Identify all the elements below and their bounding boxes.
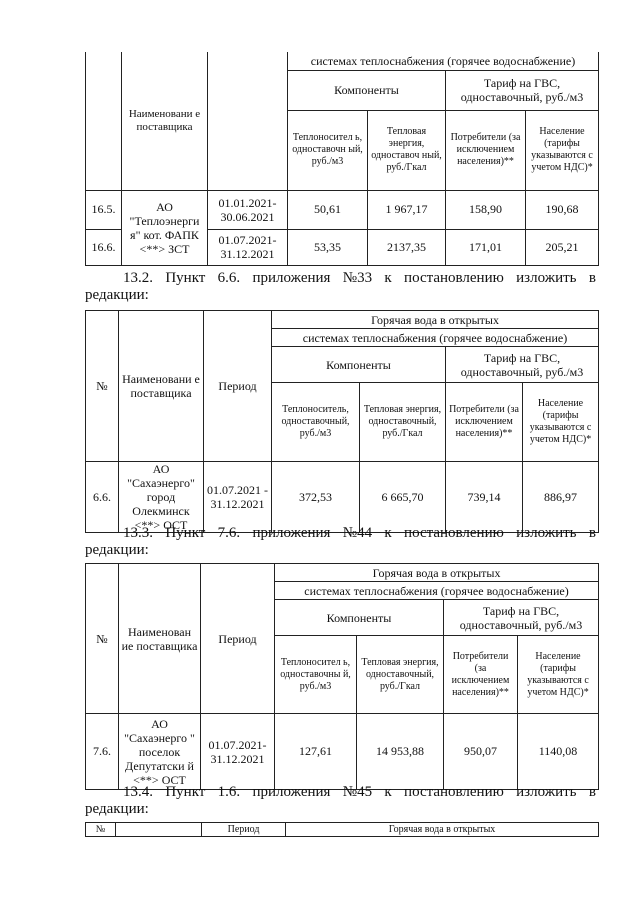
row-population: 205,21 (526, 229, 599, 265)
row-num: 6.6. (86, 462, 119, 533)
para-word: 6.6. (217, 270, 241, 286)
row-energy: 1 967,17 (368, 190, 446, 229)
para-word: изложить (516, 270, 577, 286)
supplier-header: Наименовани е поставщика (122, 52, 208, 190)
supplier-name: АО "Сахаэнерго " поселок Депутатски й <**> ОСТ (119, 714, 201, 790)
paragraph-line: редакции: (85, 287, 149, 303)
row-carrier: 372,53 (272, 462, 360, 533)
population-header: Население (тарифы указываются с учетом НДС)* (523, 383, 599, 462)
paragraph-13-2 (85, 270, 596, 304)
heat-energy-header: Тепловая энергия, одноставоч ный, руб./Гкал (368, 110, 446, 190)
heat-carrier-header: Теплоносител ь, одноставочны й, руб./м3 (275, 636, 357, 714)
period-header: Период (201, 564, 275, 714)
para-word: к (384, 784, 392, 800)
supplier-name: АО "Теплоэнерги я" кот. ФАПК <**> ЗСТ (122, 190, 208, 265)
para-word: №44 (342, 525, 373, 541)
consumers-header: Потребители (за исключением населения)** (444, 636, 518, 714)
row-period: 01.07.2021- 31.12.2021 (208, 229, 288, 265)
header-group: системах теплоснабжения (горячее водоснабжение) (288, 52, 599, 70)
para-word: постановлению (404, 270, 504, 286)
row-carrier: 50,61 (288, 190, 368, 229)
row-carrier: 53,35 (288, 229, 368, 265)
para-word: №33 (342, 270, 373, 286)
supplier-header: Наименован ие поставщика (119, 564, 201, 714)
num-header-cell (86, 52, 122, 190)
supplier-name: АО "Сахаэнерго" город Олекминск <**> ОСТ (119, 462, 204, 533)
para-word: 13.4. (123, 784, 153, 800)
para-word: изложить (516, 525, 577, 541)
para-word: 7.6. (217, 525, 241, 541)
top-title: Горячая вода в открытых (286, 823, 599, 837)
para-word: к (384, 270, 392, 286)
row-energy: 2137,35 (368, 229, 446, 265)
table-row (86, 190, 599, 229)
row-period: 01.07.2021- 31.12.2021 (201, 714, 275, 790)
para-word: приложения (252, 784, 331, 800)
consumers-header: Потребители (за исключением населения)** (446, 383, 523, 462)
heat-energy-header: Тепловая энергия, одноставочный, руб./Гкал (357, 636, 444, 714)
row-energy: 6 665,70 (360, 462, 446, 533)
row-consumers: 158,90 (446, 190, 526, 229)
para-word: Пункт (165, 784, 206, 800)
tariff-header: Тариф на ГВС, одноставочный, руб./м3 (446, 70, 599, 110)
row-consumers: 950,07 (444, 714, 518, 790)
para-word: в (588, 270, 596, 286)
population-header: Население (тарифы указываются с учетом НДС)* (518, 636, 599, 714)
row-population: 190,68 (526, 190, 599, 229)
row-period: 01.07.2021 - 31.12.2021 (204, 462, 272, 533)
para-word: 13.3. (123, 525, 153, 541)
paragraph-13-4 (85, 784, 596, 818)
consumers-header: Потребители (за исключением населения)** (446, 110, 526, 190)
para-word: постановлению (404, 784, 504, 800)
population-header: Население (тарифы указываются с учетом НДС)* (526, 110, 599, 190)
table-row (86, 714, 599, 790)
para-word: Пункт (165, 270, 206, 286)
para-word: 13.2. (123, 270, 153, 286)
row-num: 16.5. (86, 190, 122, 229)
para-word: 1.6. (217, 784, 241, 800)
period-header: Период (202, 823, 286, 837)
tariff-table-1 (85, 52, 599, 266)
para-word: изложить (516, 784, 577, 800)
tariff-header: Тариф на ГВС, одноставочный, руб./м3 (446, 347, 599, 383)
period-header-cell (208, 52, 288, 190)
row-num: 7.6. (86, 714, 119, 790)
table-row (86, 462, 599, 533)
period-header: Период (204, 311, 272, 462)
num-header: № (86, 311, 119, 462)
components-header: Компоненты (272, 347, 446, 383)
paragraph-line (85, 784, 596, 801)
num-header: № (86, 564, 119, 714)
para-word: в (588, 784, 596, 800)
tariff-table-2 (85, 310, 599, 533)
paragraph-line: редакции: (85, 542, 149, 558)
components-header: Компоненты (288, 70, 446, 110)
header-group: системах теплоснабжения (горячее водоснабжение) (272, 329, 599, 347)
top-title: Горячая вода в открытых (272, 311, 599, 329)
para-word: к (384, 525, 392, 541)
heat-carrier-header: Теплоносител ь, одноставочн ый, руб./м3 (288, 110, 368, 190)
num-header: № (86, 823, 116, 837)
para-word: приложения (252, 270, 331, 286)
row-energy: 14 953,88 (357, 714, 444, 790)
components-header: Компоненты (275, 600, 444, 636)
paragraph-13-3 (85, 525, 596, 559)
heat-carrier-header: Теплоноситель, одноставочный, руб./м3 (272, 383, 360, 462)
top-title: Горячая вода в открытых (275, 564, 599, 582)
para-word: постановлению (404, 525, 504, 541)
row-carrier: 127,61 (275, 714, 357, 790)
tariff-table-3 (85, 563, 599, 790)
row-period: 01.01.2021- 30.06.2021 (208, 190, 288, 229)
para-word: №45 (342, 784, 373, 800)
supplier-header-cell (116, 823, 202, 837)
tariff-table-4 (85, 822, 599, 837)
para-word: приложения (252, 525, 331, 541)
tariff-header: Тариф на ГВС, одноставочный, руб./м3 (444, 600, 599, 636)
row-consumers: 171,01 (446, 229, 526, 265)
row-num: 16.6. (86, 229, 122, 265)
para-word: Пункт (165, 525, 206, 541)
heat-energy-header: Тепловая энергия, одноставочный, руб./Гкал (360, 383, 446, 462)
supplier-header: Наименовани е поставщика (119, 311, 204, 462)
para-word: в (588, 525, 596, 541)
header-group: системах теплоснабжения (горячее водоснабжение) (275, 582, 599, 600)
paragraph-line (85, 270, 596, 287)
row-population: 1140,08 (518, 714, 599, 790)
row-population: 886,97 (523, 462, 599, 533)
row-consumers: 739,14 (446, 462, 523, 533)
paragraph-line: редакции: (85, 801, 149, 817)
paragraph-line (85, 525, 596, 542)
